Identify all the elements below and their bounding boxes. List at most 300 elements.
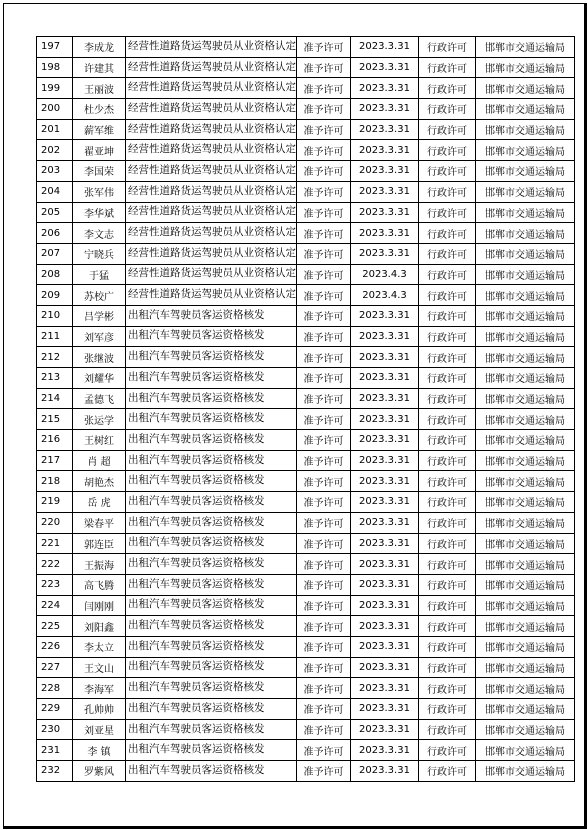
decision-type-cell: [297, 285, 351, 306]
permit-item: 经营性道路货运驾驶员从业资格认定: [128, 81, 296, 94]
permit-item-cell: [126, 161, 297, 182]
permit-item: 出租汽车驾驶员客运资格核发: [128, 391, 265, 404]
issuing-authority: 邯郸市交通运输局: [485, 208, 565, 220]
decision-type-cell: [297, 740, 351, 761]
decision-date: 2023.3.31: [359, 103, 410, 115]
permit-item-cell: [126, 305, 297, 326]
decision-type: 准予许可: [303, 250, 344, 262]
decision-type: 准予许可: [303, 270, 344, 282]
row-number: 219: [41, 496, 61, 508]
issuing-authority-cell: [476, 554, 575, 575]
table-row: [37, 761, 575, 782]
issuing-authority-cell: [476, 161, 575, 182]
decision-type-cell: [297, 264, 351, 285]
permit-item-cell: [126, 326, 297, 347]
decision-type-cell: [297, 119, 351, 140]
category: 行政许可: [427, 705, 467, 717]
category: 行政许可: [427, 105, 467, 117]
permit-item-cell: [126, 657, 297, 678]
row-number-cell: [37, 636, 73, 657]
permit-item-cell: [126, 699, 297, 720]
category: 行政许可: [427, 374, 467, 386]
decision-date-cell: [351, 78, 419, 99]
row-number-cell: [37, 761, 73, 782]
issuing-authority: 邯郸市交通运输局: [485, 519, 565, 531]
applicant-name-cell: [73, 326, 126, 347]
category: 行政许可: [427, 539, 467, 551]
issuing-authority: 邯郸市交通运输局: [485, 643, 565, 655]
decision-date: 2023.3.31: [359, 558, 410, 570]
category: 行政许可: [427, 167, 467, 179]
issuing-authority-cell: [476, 37, 575, 58]
applicant-name: 王树红: [84, 436, 114, 448]
issuing-authority: 邯郸市交通运输局: [485, 291, 565, 303]
category: 行政许可: [427, 291, 467, 303]
decision-type: 准予许可: [303, 560, 344, 572]
decision-date: 2023.3.31: [359, 41, 410, 53]
table-row: [37, 699, 575, 720]
table-row: [37, 99, 575, 120]
applicant-name-cell: [73, 119, 126, 140]
row-number: 218: [41, 475, 61, 487]
permit-item-cell: [126, 512, 297, 533]
table-row: [37, 223, 575, 244]
permit-item: 经营性道路货运驾驶员从业资格认定: [128, 60, 296, 73]
row-number-cell: [37, 471, 73, 492]
decision-type: 准予许可: [303, 436, 344, 448]
row-number-cell: [37, 450, 73, 471]
decision-date: 2023.3.31: [359, 475, 410, 487]
applicant-name: 罗紫风: [84, 767, 114, 779]
issuing-authority-cell: [476, 574, 575, 595]
decision-date-cell: [351, 761, 419, 782]
decision-date-cell: [351, 57, 419, 78]
decision-date-cell: [351, 740, 419, 761]
issuing-authority-cell: [476, 616, 575, 637]
decision-date-cell: [351, 388, 419, 409]
decision-date: 2023.3.31: [359, 413, 410, 425]
row-number-cell: [37, 554, 73, 575]
issuing-authority-cell: [476, 636, 575, 657]
row-number-cell: [37, 305, 73, 326]
decision-date-cell: [351, 181, 419, 202]
category-cell: [419, 616, 476, 637]
category: 行政许可: [427, 519, 467, 531]
decision-date: 2023.3.31: [359, 765, 410, 777]
permit-item-cell: [126, 285, 297, 306]
row-number-cell: [37, 740, 73, 761]
table-row: [37, 181, 575, 202]
issuing-authority: 邯郸市交通运输局: [485, 167, 565, 179]
category-cell: [419, 57, 476, 78]
decision-date: 2023.3.31: [359, 351, 410, 363]
decision-type-cell: [297, 388, 351, 409]
category: 行政许可: [427, 64, 467, 76]
issuing-authority: 邯郸市交通运输局: [485, 64, 565, 76]
permit-item-cell: [126, 616, 297, 637]
category: 行政许可: [427, 270, 467, 282]
permit-item-cell: [126, 409, 297, 430]
decision-type: 准予许可: [303, 705, 344, 717]
decision-date-cell: [351, 99, 419, 120]
permit-item-cell: [126, 574, 297, 595]
row-number-cell: [37, 78, 73, 99]
issuing-authority-cell: [476, 223, 575, 244]
permit-item: 经营性道路货运驾驶员从业资格认定: [128, 267, 296, 280]
decision-date: 2023.3.31: [359, 82, 410, 94]
category-cell: [419, 471, 476, 492]
decision-date: 2023.3.31: [359, 434, 410, 446]
table-row: [37, 554, 575, 575]
decision-type: 准予许可: [303, 188, 344, 200]
category-cell: [419, 388, 476, 409]
row-number-cell: [37, 492, 73, 513]
category: 行政许可: [427, 560, 467, 572]
row-number: 210: [41, 310, 61, 322]
issuing-authority: 邯郸市交通运输局: [485, 126, 565, 138]
decision-date: 2023.3.31: [359, 496, 410, 508]
category: 行政许可: [427, 726, 467, 738]
applicant-name: 刘阳鑫: [84, 622, 114, 634]
category: 行政许可: [427, 312, 467, 324]
applicant-name-cell: [73, 719, 126, 740]
row-number-cell: [37, 37, 73, 58]
decision-type-cell: [297, 512, 351, 533]
issuing-authority-cell: [476, 388, 575, 409]
issuing-authority-cell: [476, 409, 575, 430]
applicant-name: 郭连臣: [84, 539, 114, 551]
applicant-name: 张运学: [84, 415, 114, 427]
applicant-name-cell: [73, 512, 126, 533]
applicant-name: 李成龙: [84, 43, 114, 55]
decision-type-cell: [297, 57, 351, 78]
row-number-cell: [37, 223, 73, 244]
table-row: [37, 37, 575, 58]
category: 行政许可: [427, 436, 467, 448]
row-number: 227: [41, 661, 61, 673]
permit-item: 出租汽车驾驶员客运资格核发: [128, 619, 265, 632]
table-row: [37, 305, 575, 326]
permit-item-cell: [126, 243, 297, 264]
issuing-authority-cell: [476, 430, 575, 451]
decision-type: 准予许可: [303, 684, 344, 696]
row-number-cell: [37, 161, 73, 182]
category-cell: [419, 347, 476, 368]
table-row: [37, 574, 575, 595]
table-row: [37, 616, 575, 637]
permit-item-cell: [126, 636, 297, 657]
row-number: 206: [41, 227, 61, 239]
table-row: [37, 388, 575, 409]
page-shadow-right: [584, 3, 587, 829]
row-number-cell: [37, 657, 73, 678]
decision-date: 2023.3.31: [359, 537, 410, 549]
decision-date: 2023.3.31: [359, 310, 410, 322]
permit-item: 出租汽车驾驶员客运资格核发: [128, 474, 265, 487]
decision-date-cell: [351, 347, 419, 368]
permit-item: 经营性道路货运驾驶员从业资格认定: [128, 226, 296, 239]
applicant-name: 岳 虎: [87, 498, 111, 510]
applicant-name: 杜少杰: [84, 105, 114, 117]
decision-type: 准予许可: [303, 415, 344, 427]
category: 行政许可: [427, 684, 467, 696]
decision-date: 2023.3.31: [359, 517, 410, 529]
decision-type-cell: [297, 492, 351, 513]
permit-item-cell: [126, 430, 297, 451]
issuing-authority-cell: [476, 450, 575, 471]
permit-table: [36, 36, 575, 782]
permit-table-body: [37, 37, 575, 782]
permit-item: 出租汽车驾驶员客运资格核发: [128, 639, 265, 652]
decision-type-cell: [297, 574, 351, 595]
table-row: [37, 595, 575, 616]
permit-item-cell: [126, 740, 297, 761]
row-number: 226: [41, 641, 61, 653]
decision-date-cell: [351, 285, 419, 306]
permit-item: 经营性道路货运驾驶员从业资格认定: [128, 101, 296, 114]
permit-item: 经营性道路货运驾驶员从业资格认定: [128, 163, 296, 176]
issuing-authority: 邯郸市交通运输局: [485, 105, 565, 117]
decision-type-cell: [297, 636, 351, 657]
row-number: 214: [41, 393, 61, 405]
decision-date: 2023.3.31: [359, 393, 410, 405]
decision-date: 2023.3.31: [359, 206, 410, 218]
applicant-name: 李文志: [84, 229, 114, 241]
decision-type: 准予许可: [303, 457, 344, 469]
issuing-authority: 邯郸市交通运输局: [485, 477, 565, 489]
row-number: 203: [41, 165, 61, 177]
category-cell: [419, 699, 476, 720]
applicant-name: 李 镇: [87, 746, 111, 758]
permit-item-cell: [126, 57, 297, 78]
decision-date-cell: [351, 368, 419, 389]
permit-item-cell: [126, 37, 297, 58]
issuing-authority-cell: [476, 305, 575, 326]
decision-date-cell: [351, 616, 419, 637]
decision-date-cell: [351, 636, 419, 657]
category-cell: [419, 492, 476, 513]
decision-type-cell: [297, 243, 351, 264]
table-row: [37, 740, 575, 761]
decision-type: 准予许可: [303, 519, 344, 531]
permit-item: 出租汽车驾驶员客运资格核发: [128, 681, 265, 694]
table-row: [37, 512, 575, 533]
permit-item-cell: [126, 761, 297, 782]
category: 行政许可: [427, 622, 467, 634]
issuing-authority-cell: [476, 140, 575, 161]
applicant-name: 许建其: [84, 64, 114, 76]
applicant-name-cell: [73, 636, 126, 657]
permit-item: 出租汽车驾驶员客运资格核发: [128, 536, 265, 549]
permit-item: 出租汽车驾驶员客运资格核发: [128, 743, 265, 756]
row-number: 208: [41, 268, 61, 280]
row-number-cell: [37, 616, 73, 637]
decision-date: 2023.3.31: [359, 455, 410, 467]
permit-item: 出租汽车驾驶员客运资格核发: [128, 329, 265, 342]
row-number-cell: [37, 119, 73, 140]
decision-type: 准予许可: [303, 767, 344, 779]
applicant-name: 李海军: [84, 684, 114, 696]
issuing-authority: 邯郸市交通运输局: [485, 498, 565, 510]
row-number-cell: [37, 533, 73, 554]
issuing-authority-cell: [476, 347, 575, 368]
decision-type-cell: [297, 616, 351, 637]
applicant-name-cell: [73, 471, 126, 492]
permit-item-cell: [126, 388, 297, 409]
applicant-name: 张继波: [84, 353, 114, 365]
decision-type-cell: [297, 533, 351, 554]
table-row: [37, 161, 575, 182]
permit-item: 出租汽车驾驶员客运资格核发: [128, 598, 265, 611]
issuing-authority-cell: [476, 264, 575, 285]
issuing-authority: 邯郸市交通运输局: [485, 601, 565, 613]
table-row: [37, 719, 575, 740]
applicant-name: 闫刚刚: [84, 601, 114, 613]
applicant-name: 张军伟: [84, 188, 114, 200]
decision-type-cell: [297, 202, 351, 223]
decision-date: 2023.3.31: [359, 227, 410, 239]
decision-type-cell: [297, 699, 351, 720]
issuing-authority-cell: [476, 492, 575, 513]
category: 行政许可: [427, 663, 467, 675]
issuing-authority: 邯郸市交通运输局: [485, 332, 565, 344]
decision-type: 准予许可: [303, 43, 344, 55]
applicant-name: 李太立: [84, 643, 114, 655]
issuing-authority-cell: [476, 740, 575, 761]
decision-date: 2023.3.31: [359, 661, 410, 673]
decision-type: 准予许可: [303, 126, 344, 138]
category: 行政许可: [427, 208, 467, 220]
row-number: 231: [41, 744, 61, 756]
decision-type-cell: [297, 181, 351, 202]
decision-type-cell: [297, 326, 351, 347]
applicant-name-cell: [73, 202, 126, 223]
permit-item: 出租汽车驾驶员客运资格核发: [128, 432, 265, 445]
issuing-authority-cell: [476, 657, 575, 678]
issuing-authority: 邯郸市交通运输局: [485, 581, 565, 593]
decision-type-cell: [297, 305, 351, 326]
decision-type: 准予许可: [303, 64, 344, 76]
row-number: 201: [41, 124, 61, 136]
table-row: [37, 57, 575, 78]
issuing-authority-cell: [476, 78, 575, 99]
table-row: [37, 264, 575, 285]
issuing-authority: 邯郸市交通运输局: [485, 705, 565, 717]
decision-type-cell: [297, 78, 351, 99]
decision-type-cell: [297, 368, 351, 389]
issuing-authority-cell: [476, 761, 575, 782]
decision-type-cell: [297, 657, 351, 678]
category-cell: [419, 285, 476, 306]
permit-item-cell: [126, 595, 297, 616]
issuing-authority-cell: [476, 471, 575, 492]
decision-date: 2023.3.31: [359, 724, 410, 736]
category: 行政许可: [427, 84, 467, 96]
decision-type: 准予许可: [303, 229, 344, 241]
applicant-name: 刘耀华: [84, 374, 114, 386]
decision-type: 准予许可: [303, 643, 344, 655]
decision-type: 准予许可: [303, 105, 344, 117]
category: 行政许可: [427, 353, 467, 365]
table-row: [37, 119, 575, 140]
category: 行政许可: [427, 126, 467, 138]
decision-date-cell: [351, 326, 419, 347]
decision-type-cell: [297, 409, 351, 430]
decision-date: 2023.3.31: [359, 744, 410, 756]
applicant-name: 薪军维: [84, 126, 114, 138]
decision-date: 2023.3.31: [359, 144, 410, 156]
permit-item: 出租汽车驾驶员客运资格核发: [128, 722, 265, 735]
row-number-cell: [37, 285, 73, 306]
permit-item-cell: [126, 554, 297, 575]
decision-type: 准予许可: [303, 746, 344, 758]
issuing-authority: 邯郸市交通运输局: [485, 436, 565, 448]
category: 行政许可: [427, 581, 467, 593]
permit-item-cell: [126, 99, 297, 120]
decision-date-cell: [351, 305, 419, 326]
issuing-authority-cell: [476, 243, 575, 264]
permit-item: 出租汽车驾驶员客运资格核发: [128, 370, 265, 383]
applicant-name: 孔帅帅: [84, 705, 114, 717]
table-row: [37, 636, 575, 657]
issuing-authority: 邯郸市交通运输局: [485, 353, 565, 365]
issuing-authority: 邯郸市交通运输局: [485, 312, 565, 324]
issuing-authority: 邯郸市交通运输局: [485, 84, 565, 96]
decision-type-cell: [297, 554, 351, 575]
applicant-name-cell: [73, 57, 126, 78]
permit-item-cell: [126, 471, 297, 492]
permit-item-cell: [126, 78, 297, 99]
decision-type: 准予许可: [303, 622, 344, 634]
decision-date-cell: [351, 140, 419, 161]
issuing-authority-cell: [476, 719, 575, 740]
table-row: [37, 347, 575, 368]
decision-date-cell: [351, 223, 419, 244]
issuing-authority-cell: [476, 678, 575, 699]
decision-type-cell: [297, 347, 351, 368]
applicant-name-cell: [73, 409, 126, 430]
permit-item: 出租汽车驾驶员客运资格核发: [128, 577, 265, 590]
permit-item: 出租汽车驾驶员客运资格核发: [128, 494, 265, 507]
category: 行政许可: [427, 146, 467, 158]
applicant-name-cell: [73, 305, 126, 326]
issuing-authority: 邯郸市交通运输局: [485, 457, 565, 469]
applicant-name-cell: [73, 99, 126, 120]
decision-date-cell: [351, 243, 419, 264]
row-number: 207: [41, 248, 61, 260]
issuing-authority: 邯郸市交通运输局: [485, 188, 565, 200]
category-cell: [419, 78, 476, 99]
permit-item-cell: [126, 450, 297, 471]
row-number-cell: [37, 574, 73, 595]
applicant-name-cell: [73, 678, 126, 699]
decision-date-cell: [351, 161, 419, 182]
decision-type-cell: [297, 140, 351, 161]
decision-date: 2023.3.31: [359, 248, 410, 260]
row-number-cell: [37, 202, 73, 223]
decision-type-cell: [297, 223, 351, 244]
permit-item: 经营性道路货运驾驶员从业资格认定: [128, 205, 296, 218]
decision-date-cell: [351, 37, 419, 58]
decision-type-cell: [297, 761, 351, 782]
permit-item: 经营性道路货运驾驶员从业资格认定: [128, 288, 296, 301]
category-cell: [419, 37, 476, 58]
category: 行政许可: [427, 395, 467, 407]
permit-item-cell: [126, 202, 297, 223]
row-number: 220: [41, 517, 61, 529]
applicant-name: 肖 超: [87, 457, 111, 469]
issuing-authority-cell: [476, 181, 575, 202]
